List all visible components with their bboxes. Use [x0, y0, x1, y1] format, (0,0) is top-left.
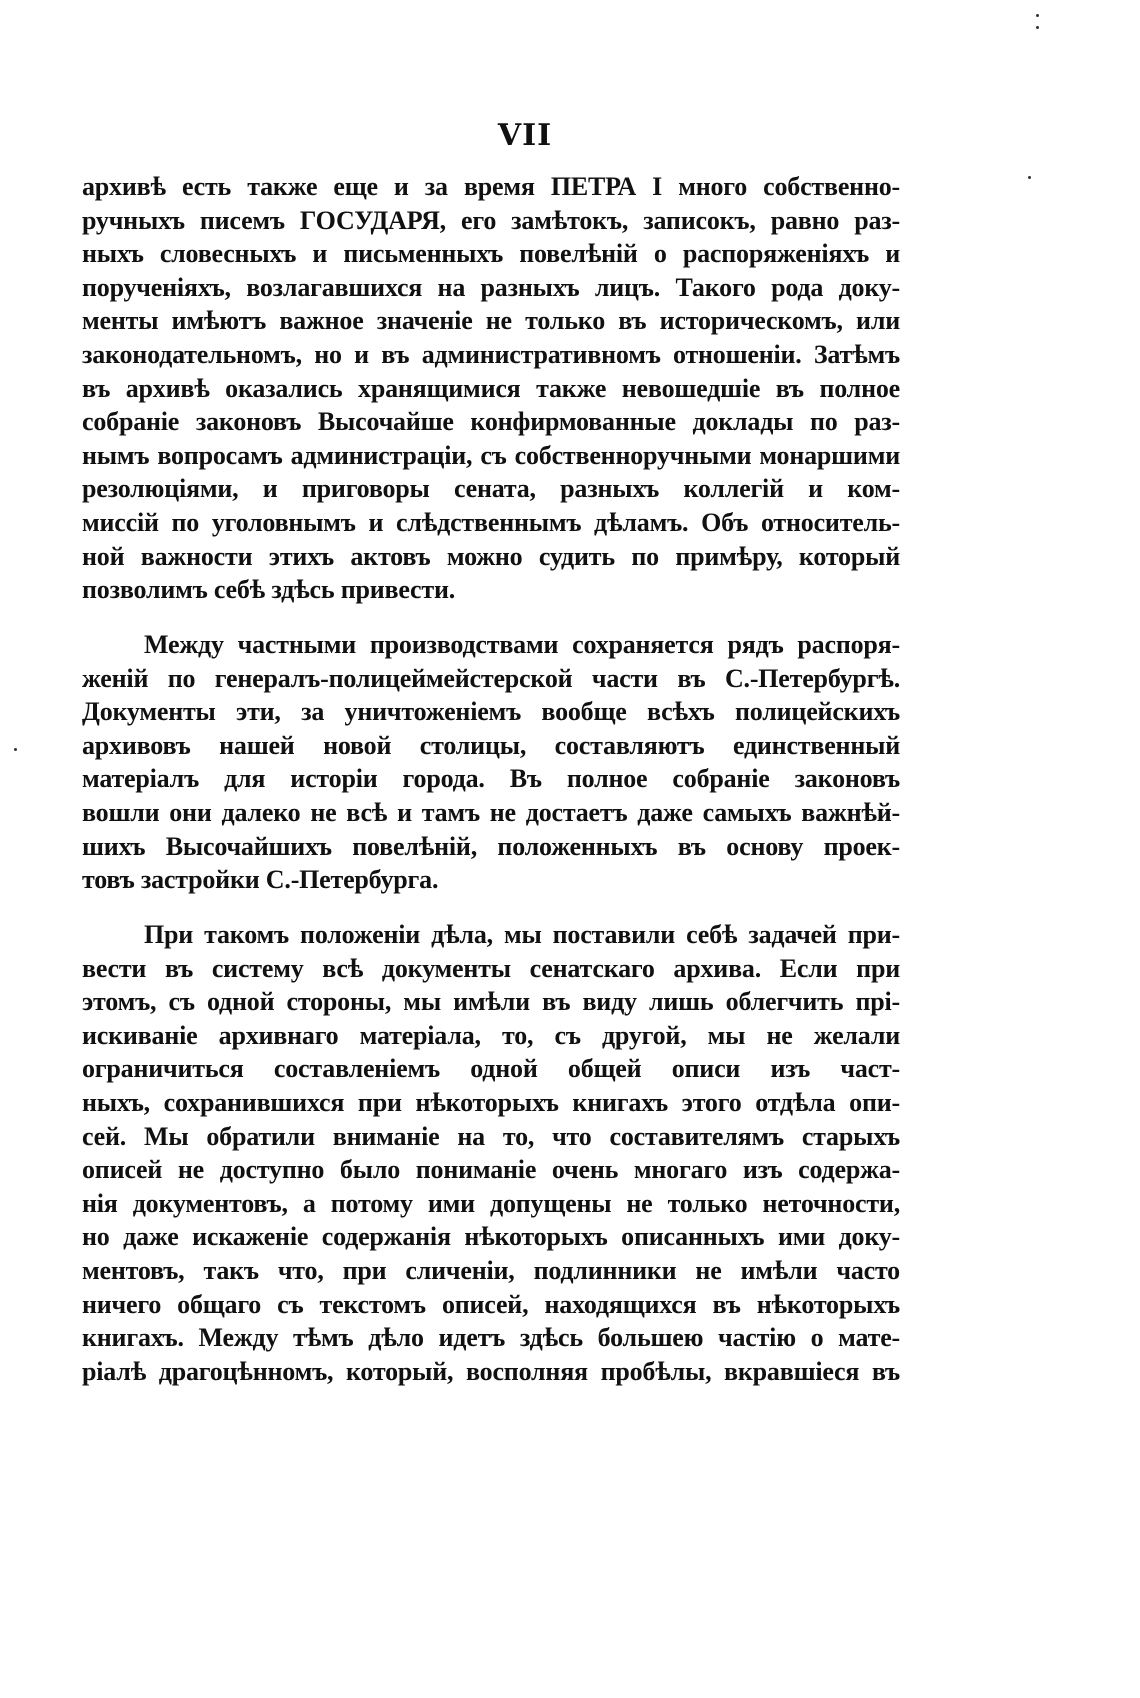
- text-line: вести въ систему всѣ документы сенатскаго архива. Если при: [82, 953, 900, 983]
- text-line: товъ застройки С.-Петербурга.: [82, 865, 439, 895]
- text-line: ной важности этихъ актовъ можно судить по примѣру, который: [82, 541, 900, 571]
- page-number: VII: [497, 118, 553, 153]
- text-line: собраніе законовъ Высочайше конфирмованные доклады по раз-: [82, 407, 900, 437]
- text-line: архивѣ есть также еще и за время ПЕТРА I много собственно-: [82, 172, 900, 201]
- text-line: женій по генералъ-полицеймейстерской части въ С.-Петербургѣ.: [82, 663, 900, 693]
- text-line: въ архивѣ оказались хранящимися также невошедшіе въ полное: [82, 373, 900, 403]
- text-line: менты имѣютъ важное значеніе не только въ историческомъ, или: [82, 306, 900, 336]
- text-line: позволимъ себѣ здѣсь привести.: [82, 575, 456, 605]
- text-line: но даже искаженіе содержанія нѣкоторыхъ описанныхъ ими доку-: [82, 1222, 900, 1252]
- text-line: шихъ Высочайшихъ повелѣній, положенныхъ въ основу проек-: [82, 831, 900, 861]
- text-line: архивовъ нашей новой столицы, составляютъ единственный: [82, 730, 900, 760]
- text-line: ныхъ, сохранившихся при нѣкоторыхъ книгахъ этого отдѣла опи-: [82, 1087, 900, 1117]
- paragraph-3: [82, 918, 900, 1388]
- scan-speck: [1028, 176, 1031, 179]
- text-line: ныхъ словесныхъ и письменныхъ повелѣній о распоряженіяхъ и: [82, 239, 900, 269]
- text-line: резолюціями, и приговоры сената, разныхъ коллегій и ком-: [82, 474, 900, 504]
- text-line: ментовъ, такъ что, при сличеніи, подлинники не имѣли часто: [82, 1255, 900, 1285]
- text-line: ограничиться составленіемъ одной общей описи изъ част-: [82, 1054, 900, 1084]
- text-line: матеріалъ для исторіи города. Въ полное собраніе законовъ: [82, 764, 900, 794]
- text-line: сей. Мы обратили вниманіе на то, что составителямъ старыхъ: [82, 1121, 900, 1151]
- text-line: Между частными производствами сохраняется рядъ распоря-: [144, 630, 900, 659]
- scan-speck: [1036, 14, 1039, 17]
- text-line: ручныхъ писемъ ГОСУДАРЯ, его замѣтокъ, записокъ, равно раз-: [82, 205, 900, 235]
- text-line: ничего общаго съ текстомъ описей, находящихся въ нѣкоторыхъ: [82, 1289, 900, 1319]
- text-line: искиваніе архивнаго матеріала, то, съ другой, мы не желали: [82, 1020, 900, 1050]
- text-line: вошли они далеко не всѣ и тамъ не достаетъ даже самыхъ важнѣй-: [82, 797, 900, 827]
- text-line: порученіяхъ, возлагавшихся на разныхъ лицъ. Такого рода доку-: [82, 272, 900, 302]
- text-line: книгахъ. Между тѣмъ дѣло идетъ здѣсь большею частію о мате-: [82, 1323, 900, 1353]
- text-line: законодательномъ, но и въ административномъ отношеніи. Затѣмъ: [82, 339, 900, 369]
- text-line: Документы эти, за уничтоженіемъ вообще всѣхъ полицейскихъ: [82, 697, 900, 727]
- text-line: описей не доступно было пониманіе очень многаго изъ содержа-: [82, 1155, 900, 1185]
- text-line: нія документовъ, а потому ими допущены не только неточности,: [82, 1188, 900, 1218]
- scan-speck: [1036, 26, 1039, 29]
- text-line: При такомъ положеніи дѣла, мы поставили себѣ задачей при-: [144, 920, 900, 949]
- text-line: ріалѣ драгоцѣнномъ, который, восполняя пробѣлы, вкравшіеся въ: [82, 1356, 900, 1386]
- paragraph-1: [82, 170, 900, 607]
- text-line: нымъ вопросамъ администраціи, съ собственноручными монаршими: [82, 440, 900, 470]
- text-line: миссій по уголовнымъ и слѣдственнымъ дѣламъ. Объ относитель-: [82, 507, 900, 537]
- paragraph-2: [82, 628, 900, 897]
- text-line: этомъ, съ одной стороны, мы имѣли въ виду лишь облегчить прі-: [82, 987, 900, 1017]
- scan-speck: [14, 748, 17, 751]
